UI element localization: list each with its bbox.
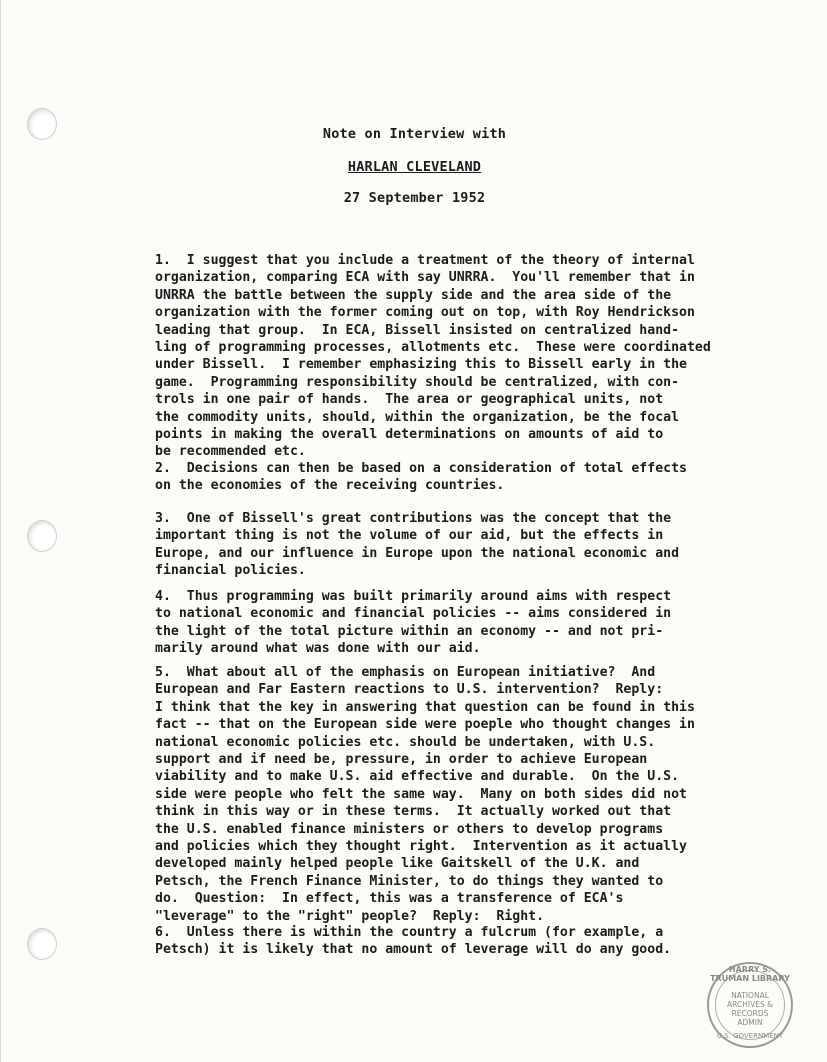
stamp-top-text: HARRY S. TRUMAN LIBRARY <box>710 965 790 983</box>
interviewee-name-text: HARLAN CLEVELAND <box>347 159 482 175</box>
interviewee-name <box>1 159 827 175</box>
archive-stamp <box>707 962 793 1048</box>
paragraph-2: 2. Decisions can then be based on a consideration of total effects on the economies of the receiving countries. <box>155 461 687 494</box>
punch-hole <box>27 928 57 960</box>
note-date: 27 September 1952 <box>343 190 486 206</box>
paragraph-1: 1. I suggest that you include a treatment of the theory of internal organization, comparing ECA with say UNRRA. You'll remember that in UNRRA the battle between the supply side and the area side of the organization with the former coming out on top, with Roy Hendrickson leading that group. In ECA, Bissell insisted on centralized hand- ling of programming processes, allotments etc. These were coordinated under Bissell. I remember emphasizing this to Bissell early in the game. Programming responsibility should be centralized, with con- trols in one pair of hands. The area or geographical units, not the commodity units, should, within the organization, be the focal points in making the overall determinations on amounts of aid to be recommended etc. <box>155 253 711 460</box>
paragraph-5: 5. What about all of the emphasis on European initiative? And European and Far Eastern reactions to U.S. intervention? Reply: I think that the key in answering that question can be found in this fact -- that on the European side were poeple who thought changes in national economic policies etc. should be undertaken, with U.S. support and if need be, pressure, in order to achieve European viability and to make U.S. aid effective and durable. On the U.S. side were people who felt the same way. Many on both sides did not think in this way or in these terms. It actually worked out that the U.S. enabled finance ministers or others to develop programs and policies which they thought right. Intervention as it actually developed mainly helped people like Gaitskell of the U.K. and Petsch, the French Finance Minister, to do things they wanted to do. Question: In effect, this was a transference of ECA's "leverage" to the "right" people? Reply: Right. <box>155 665 695 924</box>
punch-hole <box>27 520 57 552</box>
stamp-center-text: NATIONAL ARCHIVES & RECORDS ADMIN <box>727 991 773 1027</box>
paragraph-3: 3. One of Bissell's great contributions was the concept that the important thing is not the volume of our aid, but the effects in Europe, and our influence in Europe upon the national economic and financial policies. <box>155 511 680 579</box>
stamp-bottom-text: U.S. GOVERNMENT <box>716 1032 784 1040</box>
paragraph-4: 4. Thus programming was built primarily around aims with respect to national economic and financial policies -- aims considered in the light of the total picture within an economy -- and not pri- marily around what was done with our aid. <box>155 589 672 657</box>
paragraph-6: 6. Unless there is within the country a fulcrum (for example, a Petsch) it is likely that no amount of leverage will do any good. <box>155 925 672 958</box>
note-title: Note on Interview with <box>322 126 507 142</box>
